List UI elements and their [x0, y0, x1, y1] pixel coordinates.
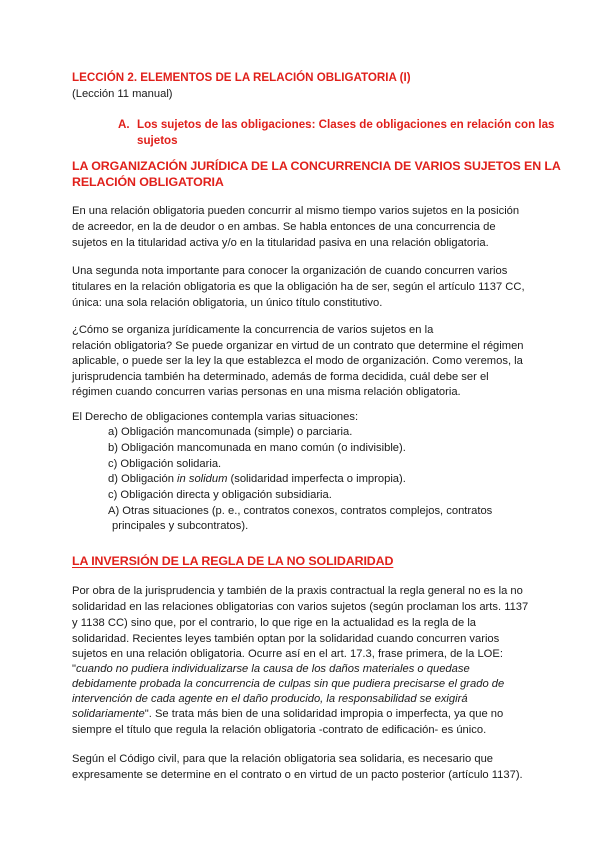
list-item-d-prefix: d) Obligación — [108, 473, 178, 485]
para1-line1: En una relación obligatoria pueden concurrir al mismo tiempo varios sujetos en la posición — [72, 205, 520, 217]
list-item-d-suffix: (solidaridad imperfecta o impropia). — [227, 473, 406, 485]
list-item-d — [108, 471, 406, 488]
section-a-letter: A. — [118, 118, 130, 131]
lesson-title: LECCIÓN 2. ELEMENTOS DE LA RELACIÓN OBLIGATORIA (I) — [72, 71, 411, 84]
para5-line1: Según el Código civil, para que la relación obligatoria sea solidaria, es necesario que — [72, 753, 494, 765]
heading-concurrencia-line1: LA ORGANIZACIÓN JURÍDICA DE LA CONCURRENCIA DE VARIOS SUJETOS EN LA — [72, 159, 561, 173]
heading-inversion: LA INVERSIÓN DE LA REGLA DE LA NO SOLIDARIDAD — [72, 554, 394, 568]
quote-line1-text: cuando no pudiera individualizarse la causa de los daños materiales o quedase — [75, 663, 470, 675]
quote-line4-italic: solidariamente — [72, 708, 145, 720]
para2-line2: titulares en la relación obligatoria es que la obligación ha de ser, según el artículo 1137 CC, — [72, 281, 525, 293]
para4-line5: sujetos en una relación obligatoria. Ocurre así en el art. 17.3, frase primera, de la LOE: — [72, 648, 503, 660]
list-item-c-directa: c) Obligación directa y obligación subsidiaria. — [108, 489, 332, 501]
para4-last-line: siempre el título que regula la relación obligatoria -contrato de edificación- es único. — [72, 724, 487, 736]
list-item-b: b) Obligación mancomunada en mano común (o indivisible). — [108, 442, 406, 454]
list-item-d-italic: in solidum — [177, 473, 228, 485]
para1-line2: de acreedor, en la de deudor o en ambas. Se habla entonces de una concurrencia de — [72, 221, 496, 233]
para3-line4: jurisprudencia también ha determinado, además de forma decidida, cuál debe ser el — [72, 371, 489, 383]
para2-line3: única: una sola relación obligatoria, un único título constitutivo. — [72, 297, 383, 309]
quote-line4 — [72, 706, 503, 723]
para3-line3: aplicable, o puede ser la ley la que establezca el modo de organización. Como veremos, la — [72, 355, 523, 367]
quote-line2: debidamente probada la concurrencia de culpas sin que pudiera precisarse el grado de — [72, 678, 505, 690]
para3-line1: ¿Cómo se organiza jurídicamente la concurrencia de varios sujetos en la — [72, 324, 434, 336]
section-a-title-line2: sujetos — [137, 134, 178, 147]
para3-line5: régimen cuando concurren varias personas en una misma relación obligatoria. — [72, 386, 461, 398]
para4-line1: Por obra de la jurisprudencia y también de la praxis contractual la regla general no es la no — [72, 585, 523, 597]
section-a-title-line1: Los sujetos de las obligaciones: Clases de obligaciones en relación con las — [137, 118, 555, 131]
heading-concurrencia-line2: RELACIÓN OBLIGATORIA — [72, 175, 224, 189]
para4-line3: y 1138 CC) sino que, por el contrario, lo que rige en la actualidad es la regla de la — [72, 617, 477, 629]
list-item-A-line2: principales y subcontratos). — [112, 520, 249, 532]
quote-line3: intervención de cada agente en el daño producido, la responsabilidad se exigirá — [72, 693, 468, 705]
para3-line2: relación obligatoria? Se puede organizar en virtud de un contrato que determine el régimen — [72, 340, 524, 352]
para4-line4: solidaridad. Recientes leyes también optan por la solidaridad cuando concurren varios — [72, 633, 500, 645]
list-intro: El Derecho de obligaciones contempla varias situaciones: — [72, 411, 359, 423]
quote-line4-rest: ". Se trata más bien de una solidaridad impropia o imperfecta, ya que no — [144, 708, 504, 720]
list-item-A-line1: A) Otras situaciones (p. e., contratos conexos, contratos complejos, contratos — [108, 505, 493, 517]
quote-open-mark: " — [72, 663, 76, 675]
para5-line2: expresamente se determine en el contrato o en virtud de un pacto posterior (artículo 1137). — [72, 769, 523, 781]
manual-reference: (Lección 11 manual) — [72, 88, 173, 100]
list-item-a: a) Obligación mancomunada (simple) o parciaria. — [108, 426, 353, 438]
para2-line1: Una segunda nota importante para conocer la organización de cuando concurren varios — [72, 265, 508, 277]
para1-line3: sujetos en la titularidad activa y/o en la titularidad pasiva en una relación obligatoria. — [72, 237, 489, 249]
list-item-c-solidaria: c) Obligación solidaria. — [108, 458, 222, 470]
para4-line2: solidaridad en las relaciones obligatorias con varios sujetos (según proclaman los arts. 1137 — [72, 601, 529, 613]
